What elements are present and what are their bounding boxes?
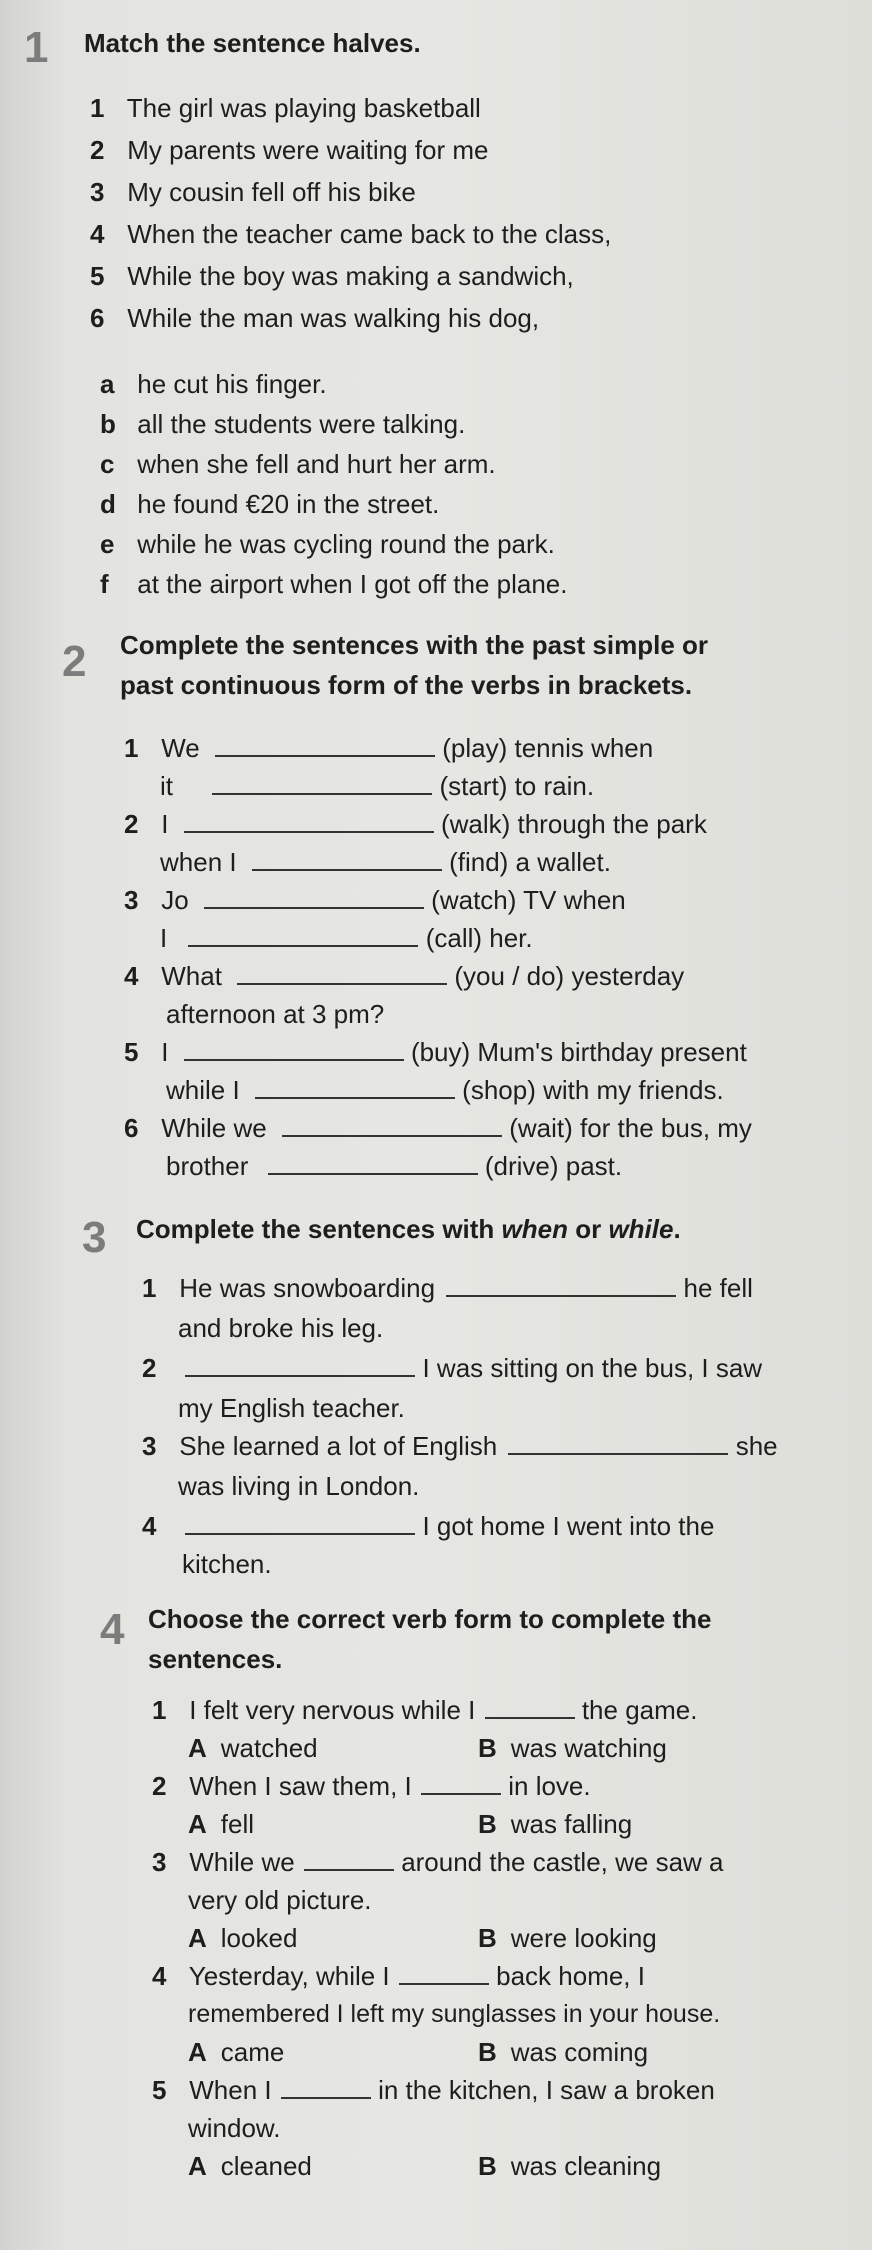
exercise-4-number: 4 (100, 1605, 125, 1654)
ex3-line: and broke his leg. (178, 1313, 384, 1343)
ex4-q4-option-b: B was coming (478, 2037, 649, 2067)
ex4-q1-option-b: B was watching (478, 1733, 667, 1763)
exercise-1-title: Match the sentence halves. (84, 28, 421, 58)
ex2-line: 4 What (you / do) yesterday (124, 961, 685, 991)
ex1-answer: f at the airport when I got off the plane. (100, 569, 568, 599)
ex4-q5-option-b: B was cleaning (478, 2151, 662, 2181)
ex1-item: 6 While the man was walking his dog, (90, 303, 540, 333)
exercise-4-title-line-2: sentences. (148, 1644, 283, 1674)
ex2-line: afternoon at 3 pm? (166, 999, 385, 1029)
exercise-2-title-line-2: past continuous form of the verbs in brackets. (120, 670, 693, 700)
ex2-line: when I (find) a wallet. (160, 847, 611, 877)
ex4-q5-option-a: A cleaned (188, 2151, 312, 2181)
ex2-line: brother (drive) past. (166, 1151, 623, 1181)
ex2-line: 5 I (buy) Mum's birthday present (124, 1037, 747, 1067)
ex4-q1-option-a: A watched (188, 1733, 318, 1763)
ex1-item: 3 My cousin fell off his bike (90, 177, 416, 207)
ex3-line: 4 I got home I went into the (142, 1511, 715, 1541)
exercise-3-title: Complete the sentences with when or while. (136, 1214, 681, 1244)
ex2-line: while I (shop) with my friends. (166, 1075, 724, 1105)
ex1-item: 5 While the boy was making a sandwich, (90, 261, 574, 291)
ex4-question-5-cont: window. (188, 2113, 281, 2143)
ex2-line: 3 Jo (watch) TV when (124, 885, 626, 915)
ex3-line: was living in London. (178, 1471, 420, 1501)
ex3-line: my English teacher. (178, 1393, 405, 1423)
ex3-line: kitchen. (182, 1549, 272, 1579)
ex1-item: 4 When the teacher came back to the class, (90, 219, 612, 249)
ex2-line: 2 I (walk) through the park (124, 809, 707, 839)
ex2-line: I (call) her. (160, 923, 533, 953)
ex1-answer: d he found €20 in the street. (100, 489, 440, 519)
ex1-answer: c when she fell and hurt her arm. (100, 449, 496, 479)
ex4-question-5: 5 When I in the kitchen, I saw a broken (152, 2075, 715, 2105)
ex4-q2-option-a: A fell (188, 1809, 255, 1839)
exercise-4-title-line-1: Choose the correct verb form to complete the (148, 1604, 712, 1634)
ex4-question-3-cont: very old picture. (188, 1885, 372, 1915)
exercise-2-number: 2 (62, 637, 87, 686)
ex4-q3-option-a: A looked (188, 1923, 298, 1953)
ex4-question-4: 4 Yesterday, while I back home, I (152, 1961, 645, 1991)
ex3-line: 1 He was snowboarding he fell (142, 1273, 753, 1303)
ex1-answer: e while he was cycling round the park. (100, 529, 555, 559)
ex4-question-4-cont: remembered I left my sunglasses in your house. (188, 2000, 721, 2028)
ex3-line: 3 She learned a lot of English she (142, 1431, 778, 1461)
ex2-line: 1 We (play) tennis when (124, 733, 654, 763)
ex4-q2-option-b: B was falling (478, 1809, 633, 1839)
ex4-q4-option-a: A came (188, 2037, 285, 2067)
ex4-question-3: 3 While we around the castle, we saw a (152, 1847, 724, 1877)
ex4-q3-option-b: B were looking (478, 1923, 657, 1953)
exercise-2-title-line-1: Complete the sentences with the past simple or (120, 630, 709, 660)
ex4-question-2: 2 When I saw them, I in love. (152, 1771, 591, 1801)
exercise-1-number: 1 (24, 23, 49, 72)
ex1-answer: a he cut his finger. (100, 369, 327, 399)
ex1-answer: b all the students were talking. (100, 409, 466, 439)
ex3-line: 2 I was sitting on the bus, I saw (142, 1353, 763, 1383)
ex1-item: 2 My parents were waiting for me (90, 135, 489, 165)
ex2-line: it (start) to rain. (160, 771, 595, 801)
ex2-line: 6 While we (wait) for the bus, my (124, 1113, 752, 1143)
ex4-question-1: 1 I felt very nervous while I the game. (152, 1695, 698, 1725)
exercise-3-number: 3 (82, 1213, 107, 1262)
ex1-item: 1 The girl was playing basketball (90, 93, 481, 123)
